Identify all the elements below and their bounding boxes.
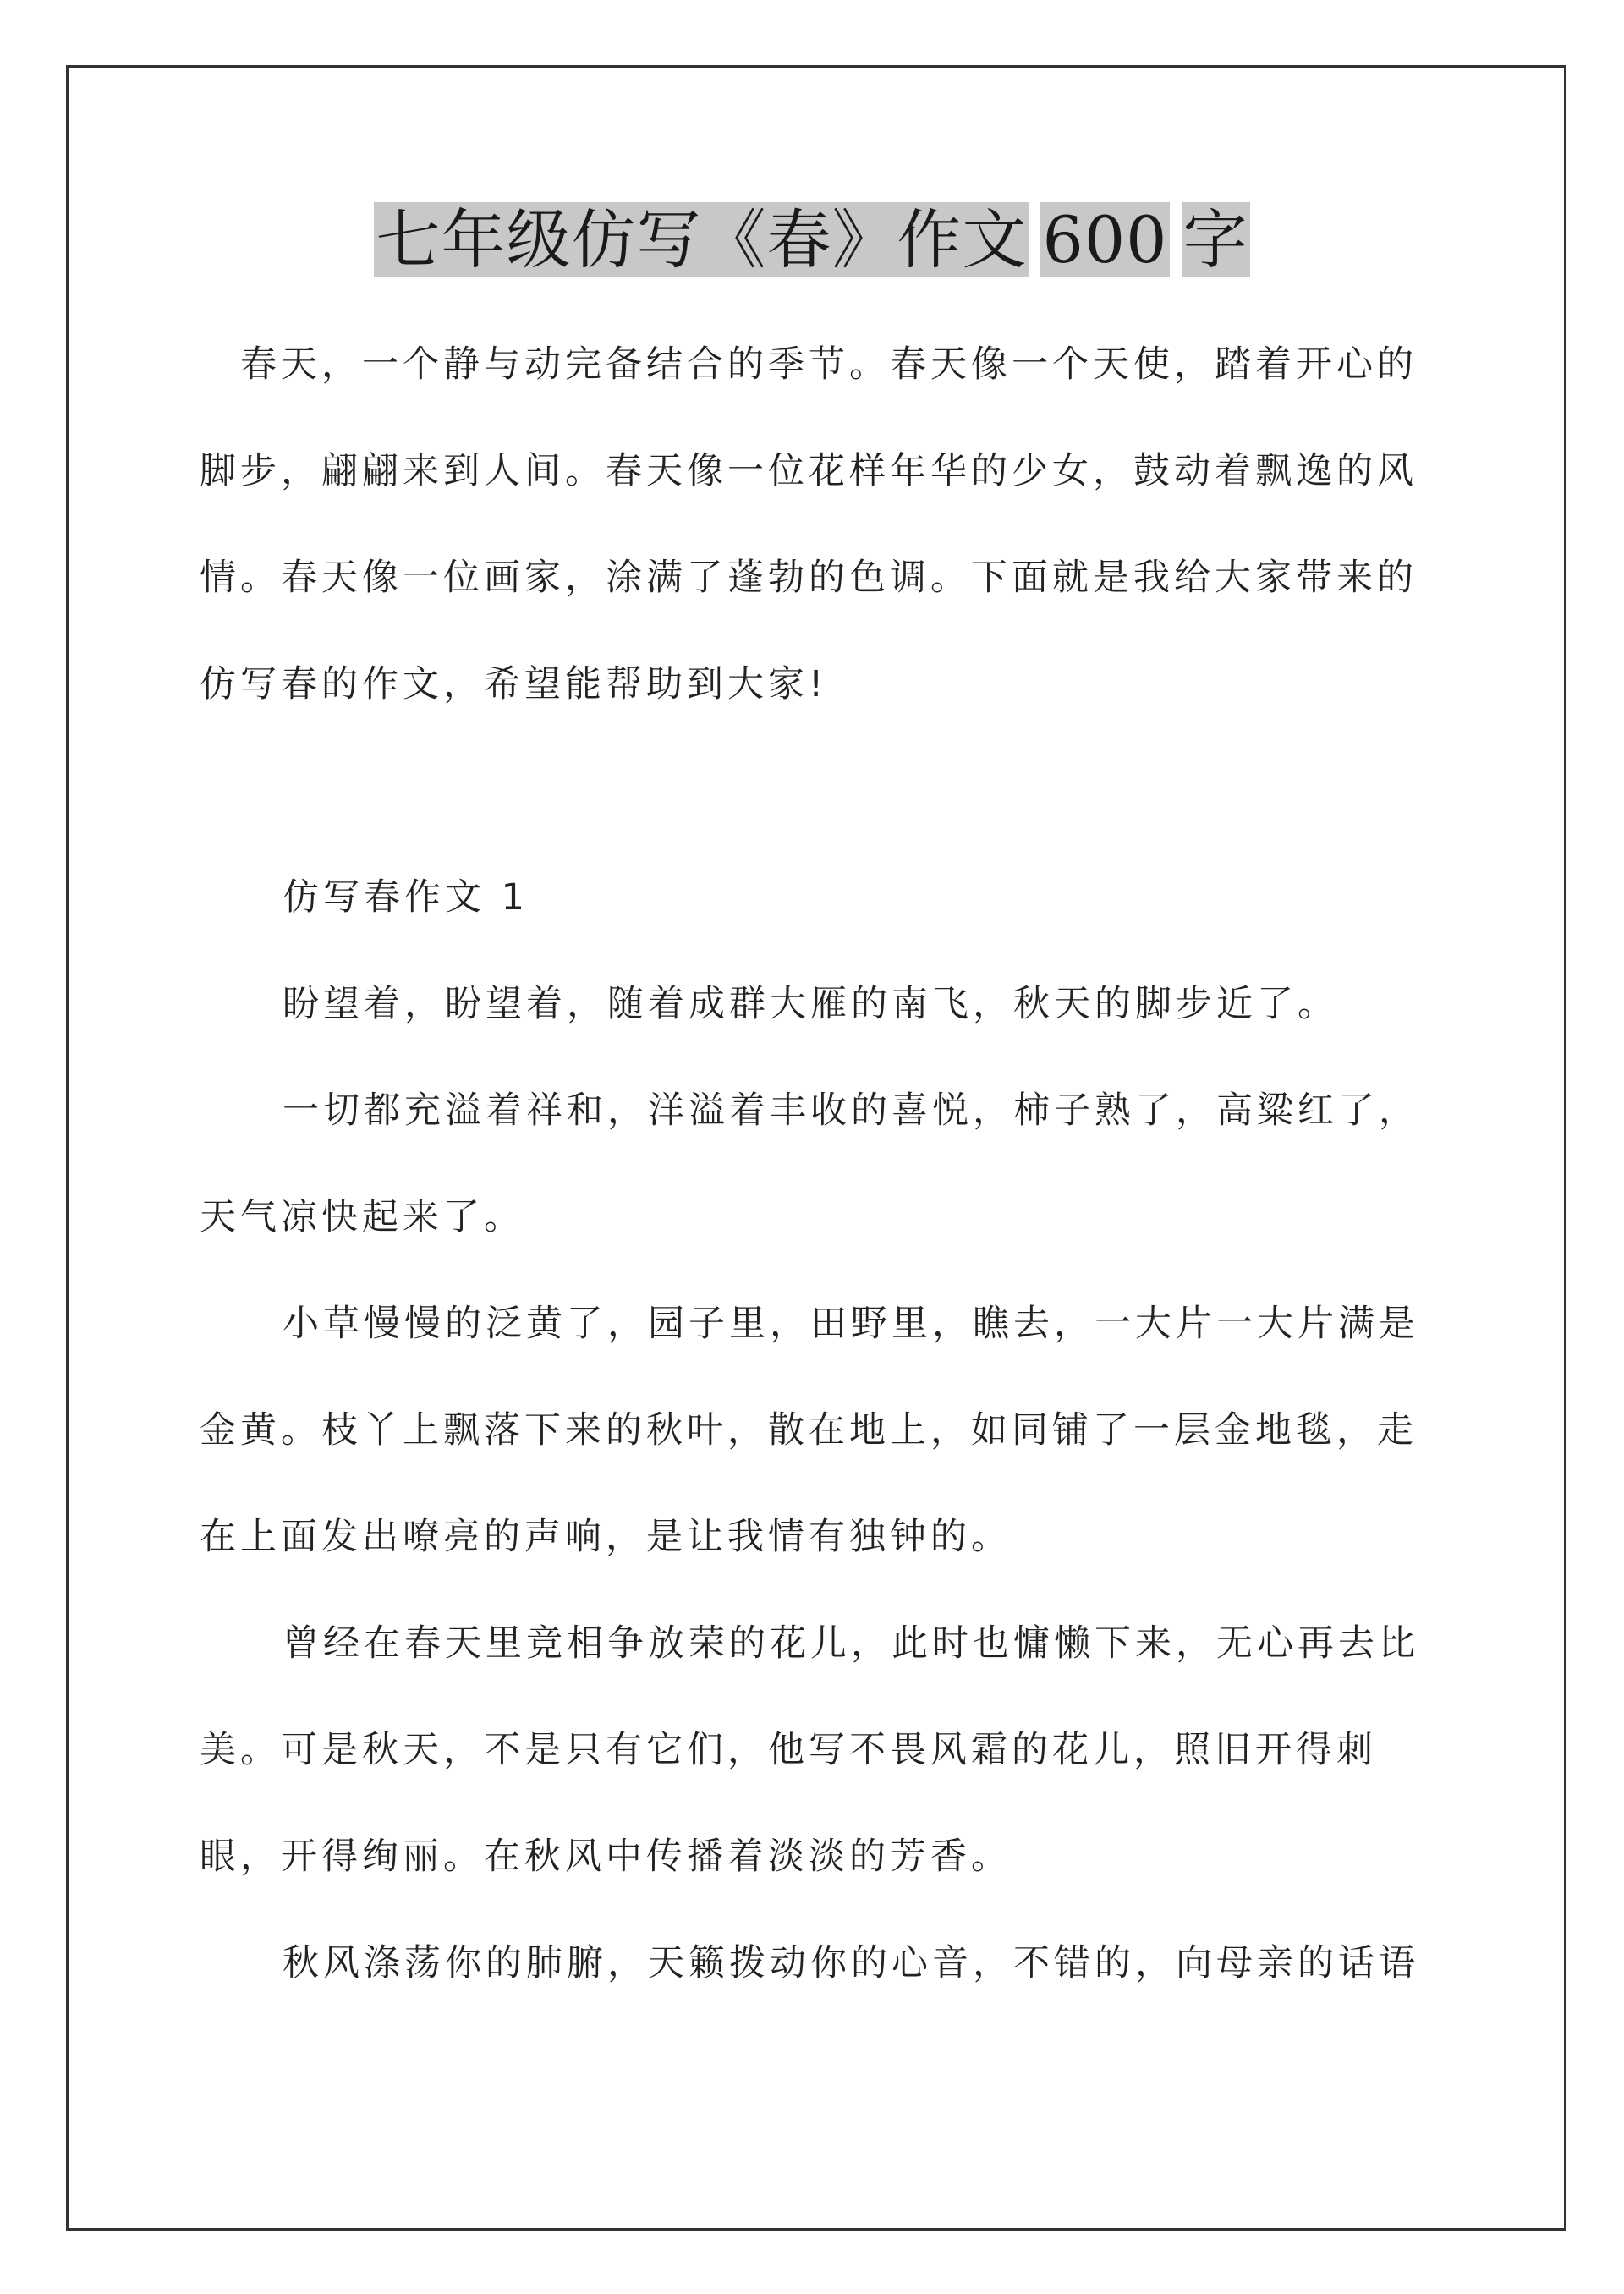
body-paragraph: 一切都充溢着祥和，洋溢着丰收的喜悦，柿子熟了，高粱红了，天气凉快起来了。 — [200, 1089, 1419, 1238]
body-paragraph: 盼望着，盼望着，随着成群大雁的南飞，秋天的脚步近了。 — [283, 983, 1338, 1025]
document-title — [374, 201, 1249, 279]
section-heading: 仿写春作文 1 — [283, 876, 529, 919]
title-part-1: 七年级仿写《春》作文 — [376, 202, 1028, 277]
body-paragraph: 曾经在春天里竞相争放荣的花儿，此时也慵懒下来，无心再去比美。可是秋天，不是只有它们，他写不畏风霜的花儿，照旧开得刺眼，开得绚丽。在秋风中传播着淡淡的芳香。 — [200, 1622, 1419, 1878]
title-container — [0, 201, 1624, 279]
body-paragraph: 秋风涤荡你的肺腑，天籁拨动你的心音，不错的，向母亲的话语 — [283, 1942, 1419, 1984]
title-part-3: 字 — [1182, 202, 1248, 277]
intro-paragraph: 春天，一个静与动完备结合的季节。春天像一个天使，踏着开心的脚步，翩翩来到人间。春天像一位花样年华的少女，鼓动着飘逸的风情。春天像一位画家，涂满了蓬勃的色调。下面就是我给大家带来的仿写春的作文，希望能帮助到大家! — [200, 343, 1418, 705]
document-body — [200, 311, 1435, 2017]
title-part-2: 600 — [1042, 202, 1168, 277]
body-paragraph: 小草慢慢的泛黄了，园子里，田野里，瞧去，一大片一大片满是金黄。枝丫上飘落下来的秋叶，散在地上，如同铺了一层金地毯，走在上面发出嘹亮的声响，是让我情有独钟的。 — [200, 1303, 1419, 1558]
